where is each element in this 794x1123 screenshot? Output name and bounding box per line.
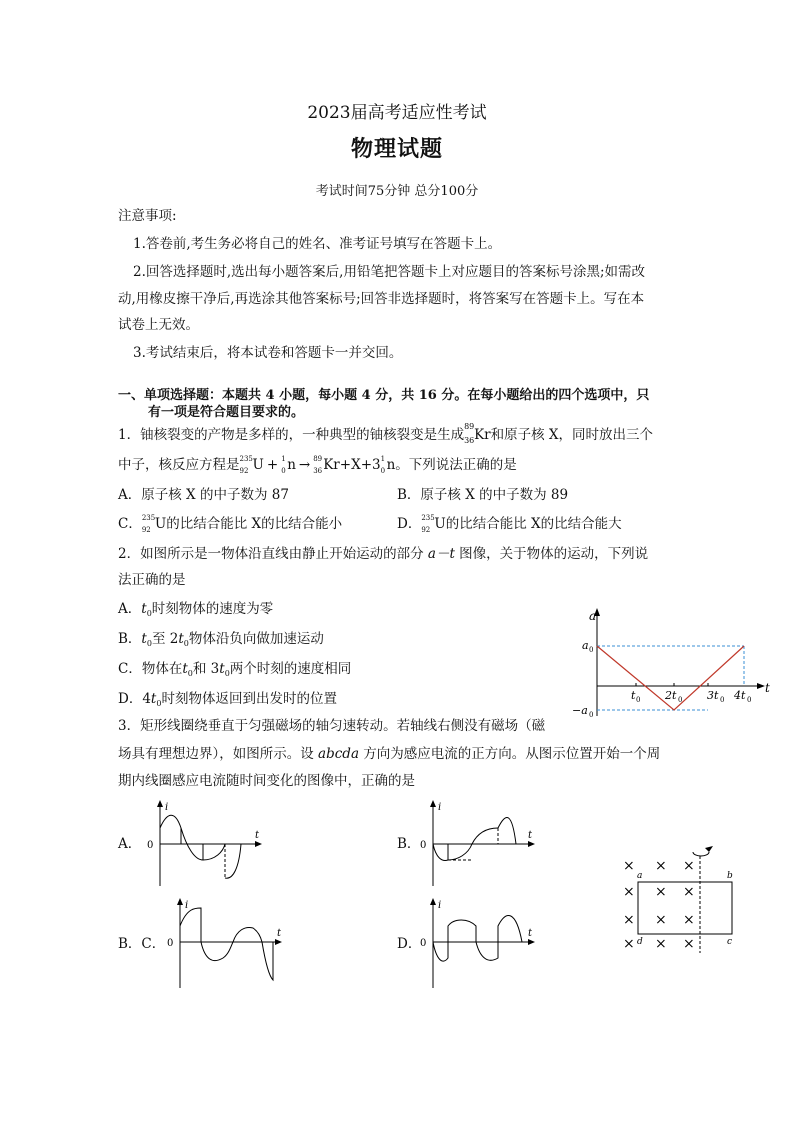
u-z-c: 92: [141, 526, 151, 534]
a-i-arrow: [157, 800, 163, 807]
cross-4: ×: [623, 884, 635, 900]
plus-sign: +: [266, 457, 279, 473]
q3-option-c-label: B．C．: [118, 936, 166, 952]
n-mass-2: 1: [380, 455, 386, 463]
kr-symbol-2: Kr: [323, 457, 340, 473]
corner-a: a: [637, 871, 643, 881]
q2-opt-a-text: 时刻物体的速度为零: [151, 601, 274, 617]
q2-opt-a-t: t: [141, 601, 147, 617]
a-curve-3: [203, 844, 225, 860]
q1-line-2: [118, 455, 517, 475]
d-curve-3: [476, 942, 498, 960]
label-2t0-sub: 0: [678, 696, 683, 704]
q1-text-a: 1．铀核裂变的产物是多样的，一种典型的铀核裂变是生成: [118, 427, 465, 443]
q2-opt-b-prefix: B．: [118, 631, 142, 647]
q2-opt-c-t2: t: [219, 661, 225, 677]
u-mass-d: 235: [421, 514, 435, 522]
n-z: 0: [281, 467, 286, 475]
c-origin: 0: [167, 938, 174, 949]
q2-opt-a-sub: 0: [146, 609, 152, 618]
q2-opt-d-text: 时刻物体返回到出发时的位置: [161, 691, 337, 707]
d-curve-1: [433, 942, 448, 961]
a-t-label: t: [255, 830, 260, 841]
b-curve-4: [498, 817, 516, 844]
q2-option-d: [118, 689, 337, 714]
n-nuclide-1: [281, 455, 296, 475]
b-curve-1: [433, 844, 448, 860]
q1-option-c-prefix: C．: [118, 516, 142, 532]
q3-option-c-graph: [165, 896, 290, 991]
u-mass-c: 235: [141, 514, 156, 522]
u-nuclide: [240, 455, 264, 475]
q1-text-d: 。下列说法正确的是: [395, 457, 517, 473]
q2-at-graph: [572, 606, 780, 721]
c-curve-1: [180, 908, 201, 942]
graph-y-label: a: [589, 609, 597, 623]
q3-line-1: 3．矩形线圈绕垂直于匀强磁场的轴匀速转动。若轴线右侧没有磁场（磁: [118, 718, 546, 734]
q2-option-c: [118, 659, 351, 684]
q2-opt-d-sub: 0: [156, 699, 162, 708]
q1-option-d-prefix: D．: [397, 516, 422, 532]
b-t-label: t: [528, 830, 533, 841]
arrow: →: [298, 457, 311, 473]
cross-2: ×: [655, 858, 667, 874]
notice-item-2-line-1: 2.回答选择题时,选出每小题答案后,用铅笔把答题卡上对应题目的答案标号涂黑;如需改: [133, 264, 646, 280]
q2-opt-a-prefix: A．: [118, 601, 142, 617]
q2-opt-b-sub1: 0: [146, 639, 152, 648]
c-curve-4: [262, 942, 273, 980]
q2-text-a: 2．如图所示是一物体沿直线由静止开始运动的部分: [118, 546, 428, 562]
c-i-label: i: [185, 900, 189, 911]
q3-text-a: 场具有理想边界），如图所示。设: [118, 746, 319, 762]
rotation-arrow: [693, 852, 709, 856]
cross-9: ×: [683, 912, 695, 928]
q2-option-a: [118, 599, 273, 624]
q1-option-c-text: 的比结合能比 X的比结合能小: [166, 516, 343, 532]
a-curve-1: [160, 815, 181, 844]
q2-opt-b-text: 物体沿负向做加速运动: [188, 631, 324, 647]
d-i-arrow: [430, 898, 436, 905]
plus-x: +X+3: [339, 457, 381, 473]
cross-7: ×: [623, 912, 635, 928]
u-symbol-d: U: [434, 516, 446, 532]
rotation-arrowhead: [705, 846, 713, 852]
u-nuclide-d: [421, 514, 445, 534]
q2-opt-b-t1: t: [141, 631, 147, 647]
c-curve-3: [233, 928, 262, 942]
kr-mass: 89: [464, 422, 475, 431]
q2-opt-b-sub2: 0: [183, 639, 189, 648]
q2-option-b: [118, 629, 324, 654]
q3-option-b-graph: [418, 798, 543, 888]
label-a0: a: [582, 639, 589, 652]
q3-option-a-graph: [145, 798, 270, 888]
b-origin: 0: [420, 840, 427, 851]
u-symbol-c: U: [154, 516, 167, 532]
c-i-arrow: [177, 898, 183, 905]
u-z: 92: [239, 467, 249, 475]
notice-item-2-line-2: 动,用橡皮擦干净后,再选涂其他答案标号;回答非选择题时，将答案写在答题卡上。写在本: [118, 291, 645, 307]
cross-1: ×: [623, 858, 635, 874]
cross-6: ×: [683, 884, 695, 900]
kr-symbol: Kr: [474, 427, 491, 443]
corner-d: d: [637, 937, 643, 947]
kr-z: 36: [464, 436, 475, 445]
u-nuclide-c: [142, 514, 166, 534]
u-mass: 235: [239, 455, 253, 463]
q2-opt-b-mid: 至 2: [151, 631, 179, 647]
notice-item-3: 3.考试结束后，将本试卷和答题卡一并交回。: [133, 345, 403, 361]
q1-option-a: A．原子核 X 的中子数为 87: [118, 487, 289, 503]
a-t-arrow: [255, 841, 262, 847]
q3-line-2: [118, 744, 660, 764]
q2-line-2: 法正确的是: [118, 572, 186, 588]
n-mass: 1: [281, 455, 286, 463]
kr-nuclide-2: [313, 455, 340, 475]
label-t0-sub: 0: [636, 696, 641, 704]
field-crosses: [623, 858, 695, 952]
d-curve-4: [498, 915, 522, 942]
kr-z-2: 36: [313, 467, 323, 475]
notice-item-2-line-3: 试卷上无效。: [118, 317, 199, 333]
b-curve-2: [448, 844, 472, 860]
q1-option-d-text: 的比结合能比 X的比结合能大: [445, 516, 622, 532]
q2-opt-d-prefix: D．4: [118, 691, 151, 707]
section-1-heading-cont: 有一项是符合题目要求的。: [148, 405, 305, 420]
q3-option-a-label: A．: [118, 836, 142, 852]
a-i-label: i: [165, 802, 169, 813]
q2-text-b: 图像，关于物体的运动，下列说: [454, 546, 649, 562]
label-neg-a0: −a: [572, 704, 588, 717]
q3-abcda: abcda: [318, 746, 359, 762]
cross-12: ×: [683, 936, 695, 952]
a-origin: 0: [147, 840, 154, 851]
q2-opt-c-sub2: 0: [224, 669, 230, 678]
q3-option-d-label: D．: [397, 936, 422, 952]
d-curve-2: [448, 920, 476, 958]
label-4t0-sub: 0: [747, 696, 752, 704]
corner-b: b: [727, 871, 733, 881]
b-i-label: i: [438, 802, 442, 813]
notice-heading: 注意事项:: [118, 208, 177, 224]
n-symbol-2: n: [386, 457, 396, 473]
d-origin: 0: [420, 938, 427, 949]
q1-text-b: 和原子核 X，同时放出三个: [490, 427, 654, 443]
u-z-d: 92: [421, 526, 431, 534]
cross-5: ×: [655, 884, 667, 900]
q3-option-d-graph: [418, 896, 543, 991]
q3-option-b-label: B．: [397, 836, 421, 852]
label-3t0-sub: 0: [720, 696, 725, 704]
cross-10: ×: [623, 936, 635, 952]
q2-opt-c-t1: t: [182, 661, 188, 677]
d-t-arrow: [528, 939, 535, 945]
q2-opt-c-sub1: 0: [187, 669, 193, 678]
label-2t0: 2t: [665, 689, 677, 702]
label-a0-sub: 0: [589, 646, 594, 654]
cross-8: ×: [655, 912, 667, 928]
q2-line-1: [118, 544, 648, 564]
label-t0: t: [631, 689, 636, 702]
kr-nuclide: [464, 422, 491, 445]
q2-opt-b-t2: t: [178, 631, 184, 647]
q1-option-d: [397, 514, 622, 534]
d-i-label: i: [438, 900, 442, 911]
section-1-heading: 一、单项选择题：本题共 4 小题，每小题 4 分，共 16 分。在每小题给出的四个选项中，只: [118, 388, 650, 403]
c-t-arrow: [275, 939, 282, 945]
n-nuclide-2: [381, 455, 396, 475]
b-i-arrow: [430, 800, 436, 807]
a-curve-4: [225, 844, 241, 878]
q3-field-diagram: [615, 838, 745, 956]
graph-x-arrow: [757, 683, 765, 689]
label-4t0: 4t: [734, 689, 746, 702]
c-t-label: t: [277, 928, 282, 939]
kr-mass-2: 89: [313, 455, 323, 463]
label-neg-a0-sub: 0: [589, 711, 594, 719]
d-t-label: t: [528, 928, 533, 939]
n-symbol: n: [287, 457, 296, 473]
u-symbol: U: [252, 457, 264, 473]
q3-text-b: 方向为感应电流的正方向。从图示位置开始一个周: [359, 746, 661, 762]
q2-at-label: a－t: [427, 546, 455, 562]
q1-line-1: [118, 422, 654, 445]
label-3t0: 3t: [707, 689, 719, 702]
q1-text-c: 中子，核反应方程是: [118, 457, 240, 473]
c-curve-2: [201, 942, 233, 961]
graph-x-label: t: [765, 681, 770, 695]
q2-opt-c-text: 两个时刻的速度相同: [229, 661, 352, 677]
time-info: 考试时间75分钟 总分100分: [315, 184, 479, 199]
q2-opt-c-mid: 和 3: [192, 661, 220, 677]
q1-option-b: B．原子核 X 的中子数为 89: [397, 487, 569, 503]
q2-opt-c-prefix: C．物体在: [118, 661, 183, 677]
n-z-2: 0: [380, 467, 386, 475]
corner-c: c: [727, 937, 733, 947]
b-curve-3: [472, 828, 498, 844]
notice-item-1: 1.答卷前,考生务必将自己的姓名、准考证号填写在答题卡上。: [133, 236, 502, 252]
q1-option-c: [118, 514, 342, 534]
cross-3: ×: [683, 858, 695, 874]
q2-opt-d-t: t: [150, 691, 157, 707]
cross-11: ×: [655, 936, 667, 952]
q3-line-3: 期内线圈感应电流随时间变化的图像中，正确的是: [118, 773, 415, 789]
b-t-arrow: [528, 841, 535, 847]
exam-title: 2023届高考适应性考试: [307, 103, 487, 123]
subject-title: 物理试题: [350, 136, 443, 162]
